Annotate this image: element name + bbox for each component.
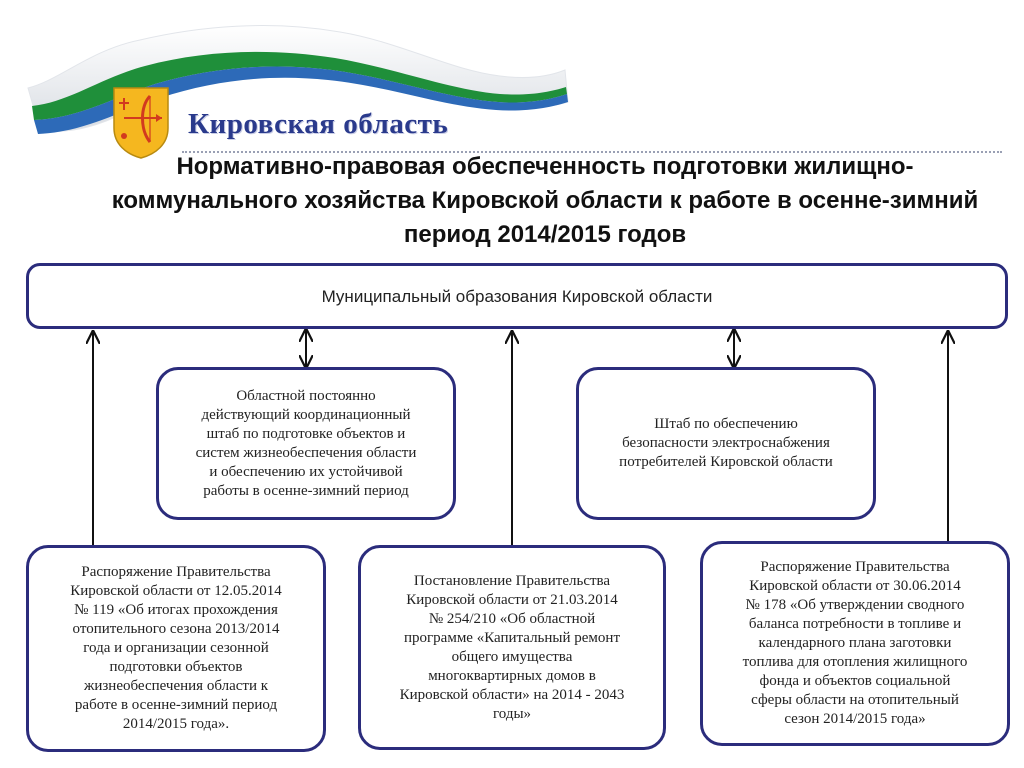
municipalities-label: Муниципальный образования Кировской области [321,286,713,306]
municipalities-box [26,263,1008,329]
coordination-headquarters-box: Областной постоянно действующий координационный штаб по подготовке объектов и систем жизнеобеспечения области и обеспечению их устойчивой работы в осенне-зимний период [156,367,456,520]
resolution-254-box: Постановление Правительства Кировской области от 21.03.2014 № 254/210 «Об областной программе «Капитальный ремонт общего имущества многоквартирных домов в Кировской области» на 2014 - 2043 годы» [358,545,666,750]
order-119-box: Распоряжение Правительства Кировской области от 12.05.2014 № 119 «Об итогах прохождения отопительного сезона 2013/2014 года и организации сезонной подготовки объектов жизнеобеспечения области к работе в осенне-зимний период 2014/2015 года». [26,545,326,752]
page-title: Нормативно-правовая обеспеченность подготовки жилищно-коммунального хозяйства Кировской области к работе в осенне-зимний период 2014/2015 годов [111,153,979,248]
order-178-box: Распоряжение Правительства Кировской области от 30.06.2014 № 178 «Об утверждении сводного баланса потребности в топливе и календарного плана заготовки топлива для отопления жилищного фонда и объектов социальной сферы области на отопительный сезон 2014/2015 года» [700,541,1010,746]
electricity-headquarters-box: Штаб по обеспечению безопасности электроснабжения потребителей Кировской области [576,367,876,520]
region-name: Кировская область [188,108,449,140]
